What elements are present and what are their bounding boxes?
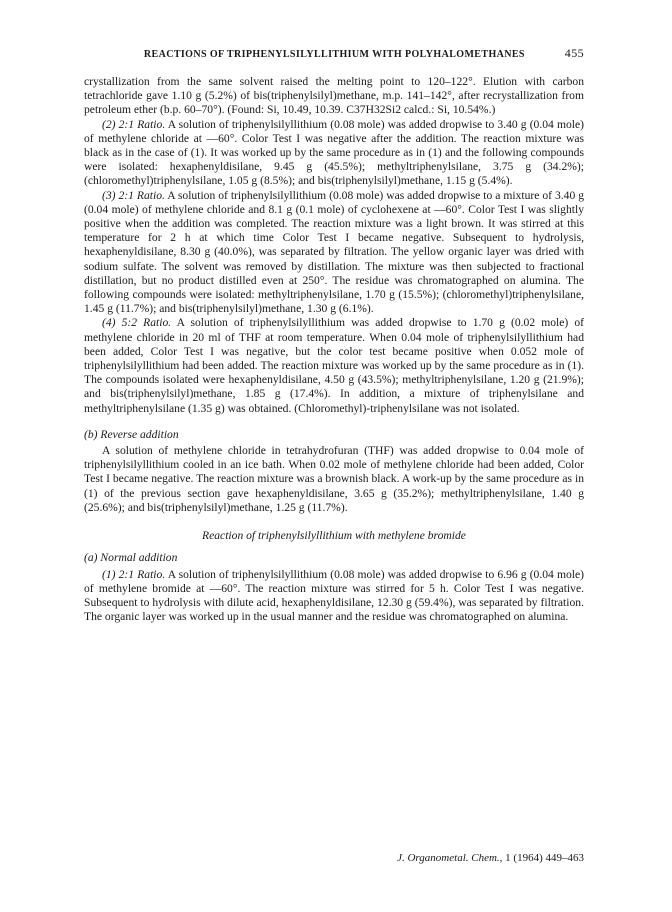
paragraph-1: crystallization from the same solvent raised the melting point to 120–122°. Elution with carbon tetrachloride gave 1.10 g (5.2%) of bis(triphenylsilyl)methane, m.p. 141–142°, after recrystallization from petroleum ether (b.p. 60–70°). (Found: Si, 10.49, 10.39. C37H32Si2 calcd.: Si, 10.54%.) — [84, 75, 584, 117]
article-body — [84, 75, 584, 624]
paragraph-6-text: A solution of triphenylsilyllithium (0.08 mole) was added dropwise to 6.96 g (0.04 mole) of methylene bromide at —60°. The reaction mixture was stirred for 5 h. Color Test I was negative. Subsequent to hydrolysis with dilute acid, hexaphenyldisilane, 12.30 g (59.4%), was separated by filtration. The organic layer was worked up in the usual manner and the residue was chromatographed on alumina. — [84, 567, 584, 624]
journal-name: J. Organometal. Chem., — [397, 852, 503, 864]
paragraph-4 — [84, 316, 584, 415]
page — [84, 46, 584, 624]
section-heading: Reaction of triphenylsilyllithium with methylene bromide — [202, 529, 466, 543]
paragraph-2 — [84, 118, 584, 189]
paragraph-5: A solution of methylene chloride in tetrahydrofuran (THF) was added dropwise to 0.04 mole of triphenylsilyllithium cooled in an ice bath. When 0.02 mole of methylene chloride had been added, Color Test I became negative. The reaction mixture was a brownish black. A work-up by the same procedure as in (1) of the previous section gave hexaphenyldisilane, 3.65 g (35.2%); methyltriphenylsilane, 1.40 g (25.6%); and bis(triphenylsilyl)methane, 1.25 g (11.7%). — [84, 444, 584, 514]
footer-citation — [84, 852, 584, 864]
paragraph-3-label: (3) 2:1 Ratio. — [102, 188, 165, 202]
journal-volume-pages: 1 (1964) 449–463 — [505, 852, 584, 864]
paragraph-4-label: (4) 5:2 Ratio. — [102, 316, 172, 330]
paragraph-4-text: A solution of triphenylsilyllithium was added dropwise to 1.70 g (0.02 mole) of methylene chloride in 20 ml of THF at room temperature. When 0.04 mole of triphenylsilyllithium had been added, Color Test I was negative, but the color test became positive when 0.052 mole of triphenylsilyllithium had been added. The reaction mixture was worked up by the same procedure as in (1). The compounds isolated were hexaphenyldisilane, 4.50 g (43.5%); methyltriphenylsilane, 1.20 g (21.9%); and bis(triphenylsilyl)methane, 1.85 g (17.4%). In addition, a mixture of triphenylsilane and methyltriphenylsilane (1.35 g) was obtained. (Chloromethyl)-triphenylsilane was not isolated. — [84, 316, 584, 415]
paragraph-3-text: A solution of triphenylsilyllithium (0.08 mole) was added dropwise to a mixture of 3.40 g (0.04 mole) of methylene chloride and 8.1 g (0.1 mole) of cyclohexene at —60°. Color Test I was slightly positive when the addition was completed. The reaction mixture was a light brown. It was stirred at this temperature for 2 h at which time Color Test I became negative. Subsequent to hydrolysis, hexaphenyldisilane, 8.30 g (40.0%), was separated by filtration. The yellow organic layer was dried with sodium sulfate. The solvent was removed by distillation. The mixture was then subjected to fractional distillation, but no product distilled even at 250°. The residue was chromatographed on alumina. The following compounds were isolated: methyltriphenylsilane, 1.70 g (15.5%); (chloromethyl)triphenylsilane, 1.45 g (11.7%); and bis(triphenylsilyl)methane, 1.30 g (6.1%). — [84, 188, 584, 316]
heading-normal-addition: (a) Normal addition — [84, 551, 178, 565]
paragraph-2-text: A solution of triphenylsilyllithium (0.08 mole) was added dropwise to 3.40 g (0.04 mole) of methylene chloride at —60°. Color Test I was negative after the addition. The reaction mixture was black as in the case of (1). It was worked up by the same procedure as in (1) and the following compounds were isolated: hexaphenyldisilane, 9.45 g (45.5%); methyltriphenylsilane, 3.75 g (34.2%); (chloromethyl)triphenylsilane, 1.05 g (8.5%); and bis(triphenylsilyl)methane, 1.15 g (5.4%). — [84, 117, 584, 188]
running-head — [84, 46, 584, 61]
heading-reverse-addition: (b) Reverse addition — [84, 427, 179, 441]
running-title: REACTIONS OF TRIPHENYLSILYLLITHIUM WITH POLYHALOMETHANES — [143, 49, 525, 60]
paragraph-6-label: (1) 2:1 Ratio. — [102, 567, 166, 581]
paragraph-6 — [84, 568, 584, 625]
paragraph-3 — [84, 189, 584, 317]
paragraph-2-label: (2) 2:1 Ratio. — [102, 117, 166, 131]
page-number: 455 — [564, 46, 584, 60]
